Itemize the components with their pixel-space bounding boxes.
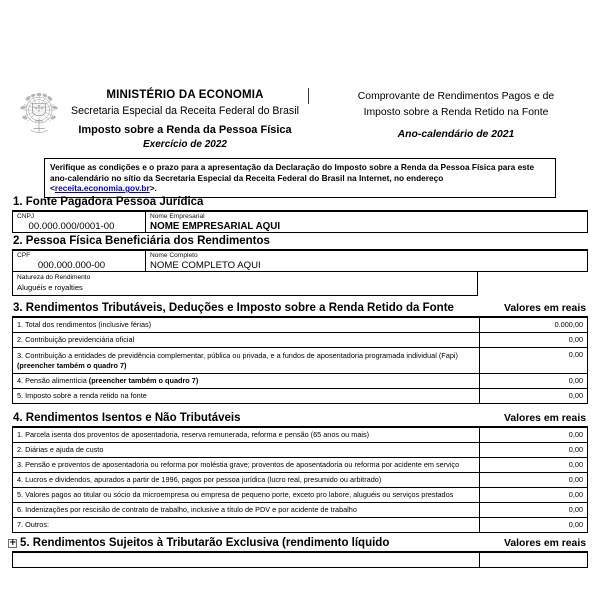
fiscal-year: Exercício de 2022	[143, 139, 227, 150]
row-description: 6. Indenizações por rescisão de contrato de trabalho, inclusive a título de PDV e por acidente de trabalho	[13, 503, 480, 518]
row-description: 1. Parcela isenta dos proventos de aposentadoria, reserva remunerada, reforma e pensão (65 anos ou mais)	[13, 428, 480, 443]
full-name-label: Nome Completo	[150, 252, 198, 259]
notice-text-after: >.	[149, 183, 157, 194]
row-value: 0,00	[480, 443, 588, 458]
table-row	[13, 488, 588, 503]
row-description-main: 3. Contribuição a entidades de previdência complementar, pública ou privada, e a fundos de aposentadoria programada individual (Fapi)	[17, 351, 458, 361]
section-2-title-bar	[12, 235, 588, 250]
section-3-table	[12, 317, 588, 404]
company-name-field	[146, 212, 587, 232]
form-body	[9, 196, 588, 568]
table-row	[13, 503, 588, 518]
section-4-title: 4. Rendimentos Isentos e Não Tributáveis	[13, 412, 241, 424]
row-description: 3. Pensão e proventos de aposentadoria ou reforma por moléstia grave; proventos de aposentadoria ou reforma por acidente em serviço	[13, 458, 480, 473]
row-description: 5. Valores pagos ao titular ou sócio da microempresa ou empresa de pequeno porte, exceto pro labore, aluguéis ou serviços prestados	[13, 488, 480, 503]
section-5-table	[12, 552, 588, 568]
table-row	[13, 473, 588, 488]
row-value: 0,00	[480, 488, 588, 503]
row-description	[13, 348, 480, 374]
section-5-title-bar	[9, 537, 588, 552]
section-2-title: 2. Pessoa Física Beneficiária dos Rendimentos	[13, 235, 270, 247]
receita-link[interactable]: receita.economia.gov.br	[54, 183, 150, 194]
spacer	[12, 404, 588, 412]
table-row	[13, 443, 588, 458]
calendar-year: Ano-calendário de 2021	[397, 129, 515, 140]
row-description: 7. Outros:	[13, 518, 480, 533]
income-nature-field	[12, 272, 478, 296]
row-description-main: 4. Pensão alimentícia	[17, 376, 89, 386]
income-nature-value: Aluguéis e royalties	[17, 283, 83, 292]
section-1-title: 1. Fonte Pagadora Pessoa Jurídica	[13, 196, 204, 208]
company-name-value: NOME EMPRESARIAL AQUI	[150, 221, 281, 232]
row-description	[13, 553, 480, 568]
plus-expander-icon[interactable]: +	[9, 538, 17, 548]
cpf-label: CPF	[17, 252, 31, 259]
section-3-title-bar	[12, 302, 588, 317]
receipt-title-line1: Comprovante de Rendimentos Pagos e de	[357, 91, 555, 102]
row-value: 0,00	[480, 458, 588, 473]
cpf-field	[13, 251, 146, 271]
cnpj-field	[13, 212, 146, 232]
document-header	[0, 88, 600, 150]
table-row	[13, 374, 588, 389]
section-3-values-header: Valores em reais	[503, 303, 586, 314]
row-description: 2. Diárias e ajuda de custo	[13, 443, 480, 458]
header-left-block	[62, 88, 308, 151]
header-right-block	[308, 88, 600, 143]
full-name-field	[146, 251, 587, 271]
row-value: 0.000,00	[480, 318, 588, 333]
table-row	[13, 458, 588, 473]
receipt-title-line2: Imposto sobre a Renda Retido na Fonte	[363, 107, 549, 118]
notice-text-before: Verifique as condições e o prazo para a apresentação da Declaração do Imposto sobre a Renda da Pessoa Física para este ano-calendário no sítio da Secretaria Especial da Receita Federal do Brasil na Internet, no endereço <	[50, 162, 535, 194]
table-row	[13, 318, 588, 333]
row-description-note: (preencher também o quadro 7)	[88, 376, 199, 386]
brazil-coat-of-arms-icon	[18, 90, 60, 136]
row-description: 5. Imposto sobre a renda retido na fonte	[13, 389, 480, 404]
table-row	[13, 518, 588, 533]
payer-identification-row	[12, 211, 588, 233]
company-name-label: Nome Empresarial	[150, 213, 205, 220]
emblem-container	[0, 88, 62, 136]
notice-box	[44, 158, 556, 198]
secretariat-subtitle: Secretaria Especial da Receita Federal do Brasil	[71, 105, 299, 117]
row-description-note: (preencher também o quadro 7)	[17, 360, 127, 370]
row-description	[13, 374, 480, 389]
income-nature-label: Natureza do Rendimento	[17, 274, 91, 281]
ministry-title: MINISTÉRIO DA ECONOMIA	[106, 89, 264, 101]
row-value: 0,00	[480, 503, 588, 518]
row-value: 0,00	[480, 428, 588, 443]
section-3-title: 3. Rendimentos Tributáveis, Deduções e Imposto sobre a Renda Retido da Fonte	[13, 302, 454, 314]
table-row	[13, 333, 588, 348]
section-4-values-header: Valores em reais	[503, 413, 586, 424]
table-row	[13, 389, 588, 404]
row-description: 2. Contribuição previdenciária oficial	[13, 333, 480, 348]
header-divider	[308, 88, 309, 104]
section-5-title: 5. Rendimentos Sujeitos à Tributarão Exclusiva (rendimento líquido	[20, 537, 390, 549]
row-value: 0,00	[480, 333, 588, 348]
row-value: 0,00	[480, 518, 588, 533]
row-description: 1. Total dos rendimentos (inclusive férias)	[13, 318, 480, 333]
table-row	[13, 553, 588, 568]
cpf-value: 000.000.000-00	[37, 260, 106, 271]
row-value	[480, 553, 588, 568]
table-row	[13, 428, 588, 443]
section-4-title-bar	[12, 412, 588, 427]
row-value: 0,00	[480, 374, 588, 389]
cnpj-value: 00.000.000/0001-00	[28, 221, 115, 232]
section-1-title-bar	[12, 196, 588, 211]
full-name-value: NOME COMPLETO AQUI	[150, 260, 261, 271]
section-4-table	[12, 427, 588, 533]
table-row	[13, 348, 588, 374]
row-value: 0,00	[480, 389, 588, 404]
row-description: 4. Lucros e dividendos, apurados a partir de 1996, pagos por pessoa jurídica (lucro real, presumido ou arbitrado)	[13, 473, 480, 488]
tax-title: Imposto sobre a Renda da Pessoa Física	[78, 124, 292, 136]
row-value: 0,00	[480, 348, 588, 374]
row-value: 0,00	[480, 473, 588, 488]
beneficiary-identification-row	[12, 250, 588, 272]
cnpj-label: CNPJ	[17, 213, 35, 220]
section-5-values-header: Valores em reais	[503, 538, 586, 549]
